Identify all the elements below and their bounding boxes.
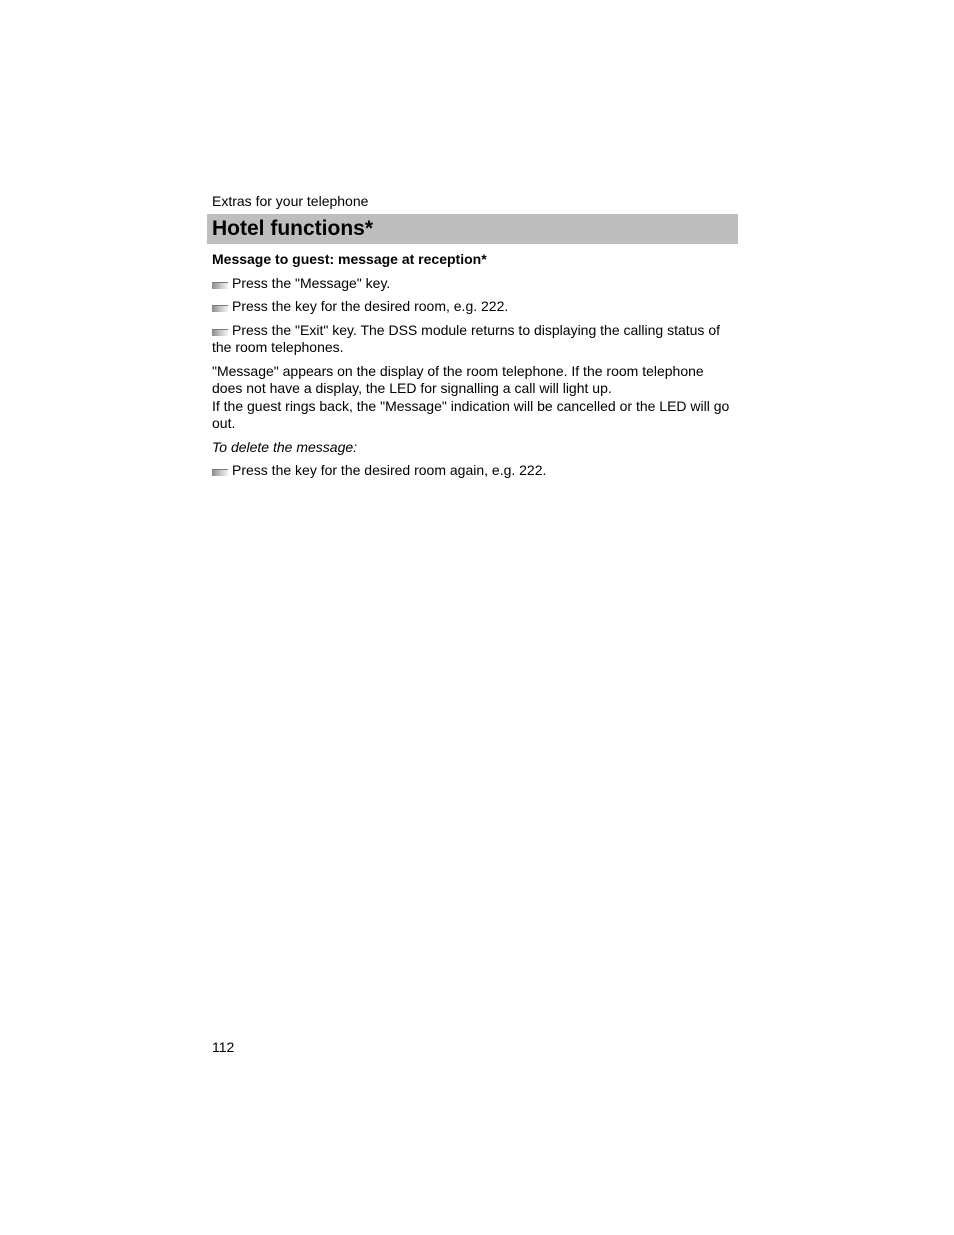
section-subheading: Message to guest: message at reception*: [212, 251, 487, 267]
step-text: Press the key for the desired room again, e.g. 222.: [232, 462, 547, 478]
description-block: [212, 363, 734, 433]
key-press-icon: [212, 305, 228, 312]
step-item: [212, 462, 734, 480]
page-title: Hotel functions*: [212, 217, 373, 240]
step-text: Press the "Exit" key. The DSS module returns to displaying the calling status of the room telephones.: [212, 321, 720, 355]
key-press-icon: [212, 282, 228, 289]
delete-heading: To delete the message:: [212, 438, 358, 455]
description-paragraph: "Message" appears on the display of the room telephone. If the room telephone does not have a display, the LED for signalling a call will light up.: [212, 362, 704, 396]
step-text: Press the "Message" key.: [232, 274, 391, 291]
step-item: [212, 322, 734, 357]
main-content: [212, 251, 734, 486]
description-paragraph: If the guest rings back, the "Message" indication will be cancelled or the LED will go out.: [212, 397, 730, 431]
key-press-icon: [212, 469, 228, 476]
step-text: Press the key for the desired room, e.g. 222.: [232, 298, 509, 314]
page-number: 112: [212, 1039, 235, 1055]
step-item: [212, 298, 734, 316]
running-header: Extras for your telephone: [212, 193, 369, 209]
step-item: [212, 275, 734, 293]
key-press-icon: [212, 329, 228, 336]
title-bar: [207, 214, 738, 244]
